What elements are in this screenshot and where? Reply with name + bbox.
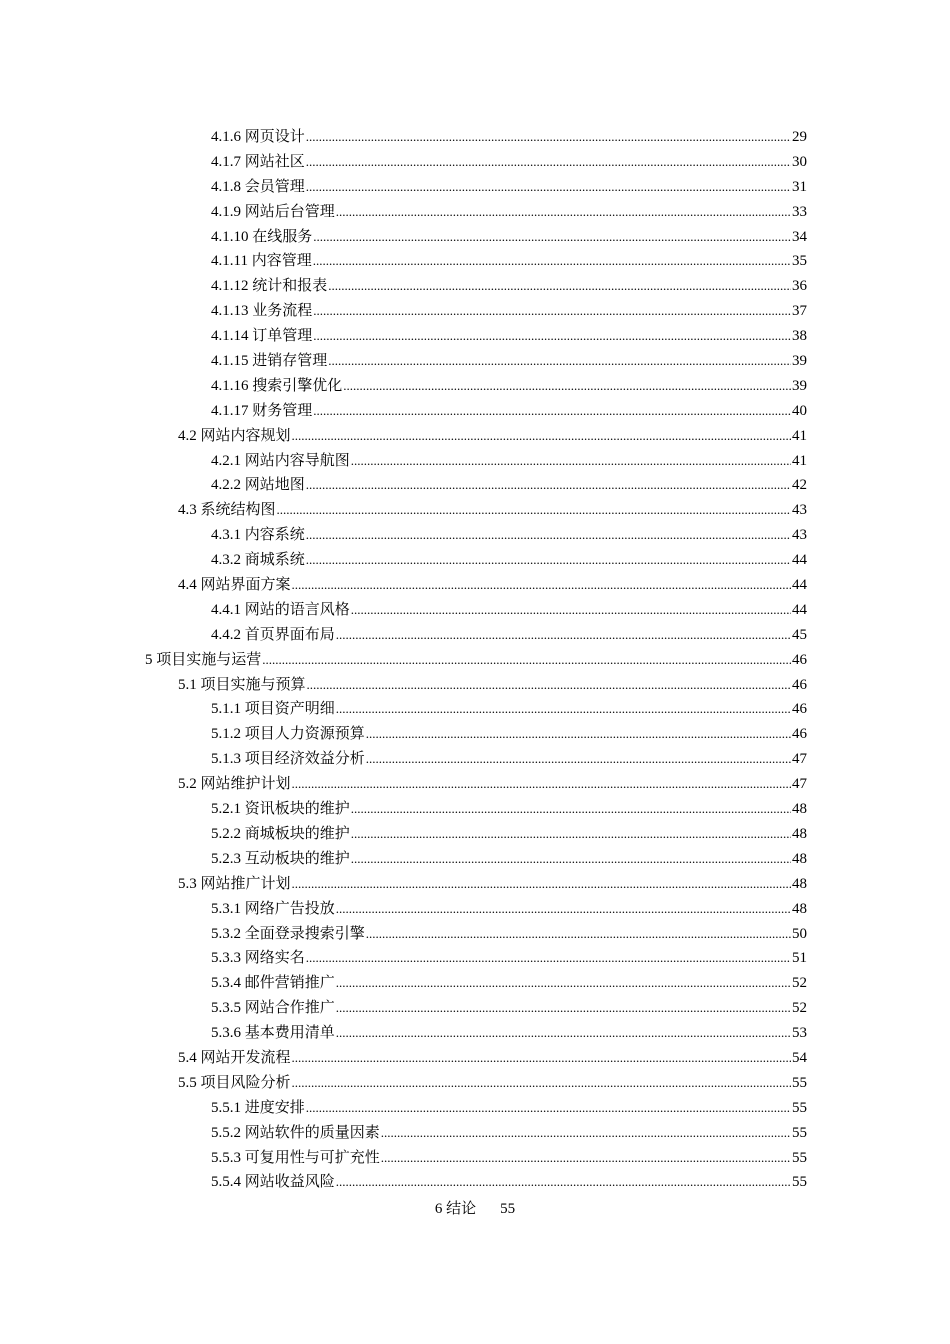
toc-dot-leader: [292, 772, 791, 797]
toc-entry[interactable]: [211, 797, 807, 822]
toc-entry[interactable]: [211, 349, 807, 374]
toc-dot-leader: [336, 1170, 791, 1195]
toc-dot-leader: [306, 548, 791, 573]
toc-entry[interactable]: [211, 897, 807, 922]
toc-entry-page: 34: [792, 228, 807, 245]
toc-entry-page: 44: [792, 577, 807, 594]
toc-entry-page: 46: [792, 651, 807, 668]
toc-entry-label: 5.5.4 网站收益风险: [211, 1174, 335, 1191]
toc-entry[interactable]: [211, 274, 807, 299]
toc-entry-label: 5.3.2 全面登录搜索引擎: [211, 925, 365, 942]
toc-entry-page: 55: [792, 1149, 807, 1166]
toc-entry-page: 45: [792, 626, 807, 643]
toc-dot-leader: [262, 648, 791, 673]
toc-entry-page: 42: [792, 477, 807, 494]
toc-entry[interactable]: [211, 299, 807, 324]
toc-entry[interactable]: [211, 1170, 807, 1195]
toc-entry-page: 33: [792, 203, 807, 220]
toc-entry-page: 43: [792, 502, 807, 519]
toc-entry-label: 5.5 项目风险分析: [178, 1074, 291, 1091]
toc-dot-leader: [306, 150, 791, 175]
toc-entry[interactable]: [211, 399, 807, 424]
toc-entry-page: 47: [792, 751, 807, 768]
toc-dot-leader: [306, 473, 791, 498]
toc-entry[interactable]: [211, 548, 807, 573]
toc-dot-leader: [306, 175, 791, 200]
toc-dot-leader: [307, 673, 791, 698]
toc-dot-leader: [292, 424, 791, 449]
toc-entry[interactable]: [178, 872, 807, 897]
toc-entry-label: 5 项目实施与运营: [145, 651, 262, 668]
toc-entry-page: 38: [792, 328, 807, 345]
toc-entry[interactable]: [178, 772, 807, 797]
toc-entry-page: 54: [792, 1049, 807, 1066]
toc-dot-leader: [336, 623, 791, 648]
toc-dot-leader: [306, 125, 791, 150]
toc-entry-page: 39: [792, 377, 807, 394]
toc-entry-label: 4.1.9 网站后台管理: [211, 203, 335, 220]
toc-entry-page: 52: [792, 975, 807, 992]
toc-dot-leader: [366, 922, 791, 947]
toc-entry-page: 44: [792, 552, 807, 569]
toc-dot-leader: [306, 523, 791, 548]
toc-entry-label: 4.2.2 网站地图: [211, 477, 305, 494]
toc-entry-label: 4.4.1 网站的语言风格: [211, 601, 350, 618]
toc-entry[interactable]: [211, 722, 807, 747]
toc-entry[interactable]: [211, 623, 807, 648]
toc-final-entry: [0, 1197, 950, 1221]
toc-entry-page: 53: [792, 1025, 807, 1042]
toc-dot-leader: [313, 299, 791, 324]
toc-entry-page: 55: [792, 1124, 807, 1141]
toc-entry[interactable]: [178, 498, 807, 523]
toc-entry[interactable]: [211, 1121, 807, 1146]
toc-dot-leader: [381, 1121, 791, 1146]
toc-entry-label: 4.1.8 会员管理: [211, 178, 305, 195]
toc-entry[interactable]: [211, 747, 807, 772]
toc-entry[interactable]: [211, 1096, 807, 1121]
toc-entry-label: 5.1.2 项目人力资源预算: [211, 726, 365, 743]
toc-entry-label: 4.1.16 搜索引擎优化: [211, 377, 343, 394]
toc-entry-page: 37: [792, 303, 807, 320]
table-of-contents: [0, 125, 950, 1195]
toc-dot-leader: [328, 349, 791, 374]
toc-entry-page: 29: [792, 129, 807, 145]
toc-entry-page: 47: [792, 776, 807, 793]
toc-entry[interactable]: [211, 697, 807, 722]
toc-entry-page: 46: [792, 701, 807, 718]
toc-entry-page: 48: [792, 850, 807, 867]
toc-entry-label: 5.3.5 网站合作推广: [211, 1000, 335, 1017]
toc-dot-leader: [313, 324, 791, 349]
toc-dot-leader: [381, 1146, 791, 1171]
toc-entry-page: 48: [792, 825, 807, 842]
toc-dot-leader: [366, 722, 791, 747]
toc-entry-page: 55: [792, 1174, 807, 1191]
toc-dot-leader: [366, 747, 791, 772]
toc-entry[interactable]: [211, 473, 807, 498]
toc-entry-label: 4.1.13 业务流程: [211, 303, 313, 320]
toc-dot-leader: [313, 249, 791, 274]
toc-entry[interactable]: [178, 424, 807, 449]
toc-entry-label: 4.1.14 订单管理: [211, 328, 313, 345]
toc-entry[interactable]: [178, 673, 807, 698]
toc-entry-label: 4.4 网站界面方案: [178, 577, 291, 594]
toc-entry[interactable]: [211, 922, 807, 947]
toc-entry-page: 50: [792, 925, 807, 942]
toc-dot-leader: [336, 996, 791, 1021]
toc-entry-label: 5.2.1 资讯板块的维护: [211, 801, 350, 818]
toc-dot-leader: [277, 498, 791, 523]
toc-entry[interactable]: [211, 225, 807, 250]
toc-entry[interactable]: [211, 449, 807, 474]
toc-dot-leader: [351, 822, 791, 847]
toc-dot-leader: [292, 1046, 791, 1071]
toc-entry-label: 5.3.1 网络广告投放: [211, 900, 335, 917]
toc-entry-label: 4.3.2 商城系统: [211, 552, 305, 569]
toc-entry[interactable]: [178, 573, 807, 598]
toc-entry-label: 5.1 项目实施与预算: [178, 676, 306, 693]
toc-entry[interactable]: [211, 249, 807, 274]
toc-entry-label: 5.5.1 进度安排: [211, 1099, 305, 1116]
toc-entry[interactable]: [178, 1046, 807, 1071]
toc-entry-page: 36: [792, 278, 807, 295]
toc-entry-page: 55: [792, 1099, 807, 1116]
toc-entry-page: 46: [792, 726, 807, 743]
toc-dot-leader: [292, 573, 791, 598]
toc-entry-label: 4.3.1 内容系统: [211, 527, 305, 544]
toc-entry-page: 48: [792, 875, 807, 892]
toc-entry-label: 4.2.1 网站内容导航图: [211, 452, 350, 469]
toc-entry-page: 43: [792, 527, 807, 544]
toc-dot-leader: [306, 1096, 791, 1121]
toc-entry[interactable]: [211, 200, 807, 225]
toc-entry-page: 41: [792, 452, 807, 469]
toc-entry[interactable]: [211, 125, 807, 150]
toc-entry[interactable]: [211, 175, 807, 200]
toc-dot-leader: [343, 374, 791, 399]
toc-entry-label: 5.2 网站维护计划: [178, 776, 291, 793]
toc-dot-leader: [292, 872, 791, 897]
toc-entry[interactable]: [211, 150, 807, 175]
toc-entry[interactable]: [211, 324, 807, 349]
toc-dot-leader: [351, 847, 791, 872]
toc-entry-label: 5.4 网站开发流程: [178, 1049, 291, 1066]
toc-entry-label: 5.2.3 互动板块的维护: [211, 850, 350, 867]
toc-entry-label: 4.1.15 进销存管理: [211, 353, 328, 370]
toc-entry[interactable]: [145, 648, 807, 673]
toc-entry[interactable]: [211, 946, 807, 971]
toc-dot-leader: [351, 797, 791, 822]
toc-dot-leader: [328, 274, 791, 299]
toc-entry[interactable]: [178, 1071, 807, 1096]
toc-entry-page: 41: [792, 427, 807, 444]
toc-entry-page: 40: [792, 402, 807, 419]
toc-entry-label: 6 结论: [434, 1201, 477, 1217]
toc-entry-label: 4.1.12 统计和报表: [211, 278, 328, 295]
toc-entry-page: 52: [792, 1000, 807, 1017]
toc-entry-label: 4.3 系统结构图: [178, 502, 276, 519]
toc-entry-page: 48: [792, 900, 807, 917]
toc-entry-label: 4.2 网站内容规划: [178, 427, 291, 444]
toc-dot-leader: [336, 697, 791, 722]
toc-entry-page: 30: [792, 153, 807, 170]
toc-entry-label: 4.4.2 首页界面布局: [211, 626, 335, 643]
toc-dot-leader: [313, 399, 791, 424]
toc-entry-page: 44: [792, 601, 807, 618]
toc-dot-leader: [336, 200, 791, 225]
toc-dot-leader: [306, 946, 791, 971]
toc-entry-label: 5.5.2 网站软件的质量因素: [211, 1124, 380, 1141]
toc-dot-leader: [351, 598, 791, 623]
toc-entry-page: 48: [792, 801, 807, 818]
toc-entry-label: 4.1.17 财务管理: [211, 402, 313, 419]
toc-entry-page: 55: [500, 1201, 516, 1217]
toc-dot-leader: [292, 1071, 791, 1096]
toc-entry-page: 39: [792, 353, 807, 370]
toc-entry-label: 5.3.3 网络实名: [211, 950, 305, 967]
toc-entry-page: 55: [792, 1074, 807, 1091]
toc-entry[interactable]: [211, 1021, 807, 1046]
toc-entry-label: 5.1.1 项目资产明细: [211, 701, 335, 718]
toc-dot-leader: [313, 225, 791, 250]
toc-entry-page: 31: [792, 178, 807, 195]
toc-entry-label: 4.1.7 网站社区: [211, 153, 305, 170]
toc-entry-page: 46: [792, 676, 807, 693]
toc-entry[interactable]: [211, 971, 807, 996]
toc-entry[interactable]: [211, 523, 807, 548]
toc-entry-label: 5.3 网站推广计划: [178, 875, 291, 892]
toc-dot-leader: [336, 897, 791, 922]
toc-entry[interactable]: [211, 996, 807, 1021]
toc-entry-label: 5.1.3 项目经济效益分析: [211, 751, 365, 768]
toc-entry-label: 5.3.6 基本费用清单: [211, 1025, 335, 1042]
toc-entry-label: 4.1.11 内容管理: [211, 253, 312, 270]
toc-entry-label: 5.3.4 邮件营销推广: [211, 975, 335, 992]
toc-entry-page: 35: [792, 253, 807, 270]
toc-entry-label: 5.2.2 商城板块的维护: [211, 825, 350, 842]
toc-dot-leader: [336, 1021, 791, 1046]
toc-entry[interactable]: [211, 374, 807, 399]
toc-entry-label: 5.5.3 可复用性与可扩充性: [211, 1149, 380, 1166]
toc-dot-leader: [351, 449, 791, 474]
toc-entry[interactable]: [211, 822, 807, 847]
toc-entry-label: 4.1.10 在线服务: [211, 228, 313, 245]
toc-entry[interactable]: [211, 847, 807, 872]
toc-entry[interactable]: [211, 598, 807, 623]
toc-entry-page: 51: [792, 950, 807, 967]
toc-entry-label: 4.1.6 网页设计: [211, 129, 305, 145]
toc-entry[interactable]: [211, 1146, 807, 1171]
toc-dot-leader: [336, 971, 791, 996]
